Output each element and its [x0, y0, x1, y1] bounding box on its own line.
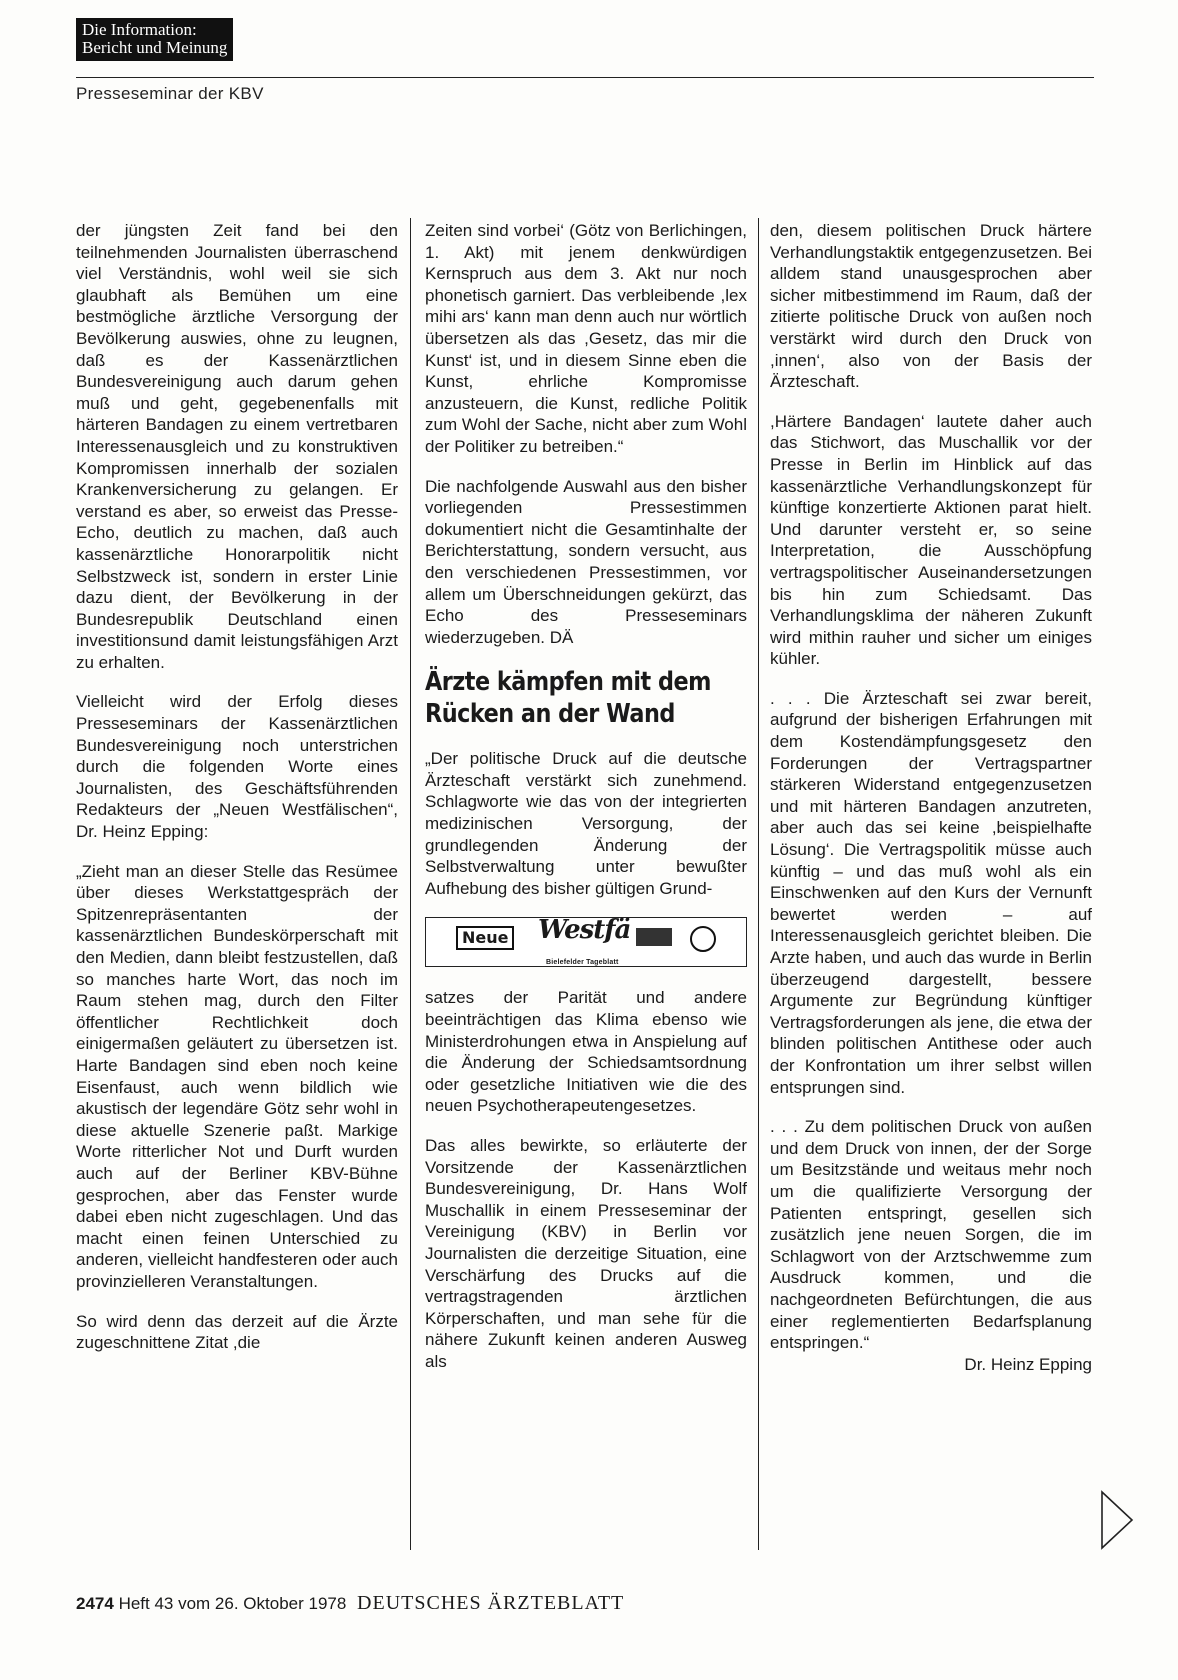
paragraph-text: . . . Zu dem politischen Druck von außen und dem Druck von innen, der der Sorge um Besitzstände und weitaus mehr noch um die qualifizierte Versorgung der Patienten entspringt, gesellen sich zusätzlich jene neuen Sorgen, die im Schlagwort von der Arztschwemme zum Ausdruck kommen, und die nachgeordneten Befürchtungen, die aus einer reglementierten Bedarfsplanung entspringen.“ — [770, 1117, 1092, 1353]
logo-neue-label: Neue — [456, 926, 514, 950]
continue-arrow-icon — [1100, 1490, 1134, 1550]
magazine-title: DEUTSCHES ÄRZTEBLATT — [357, 1592, 625, 1614]
column-2 — [425, 220, 747, 1391]
kicker-label — [76, 18, 233, 61]
author-name: Dr. Heinz Epping — [964, 1354, 1092, 1374]
column-1 — [76, 220, 398, 1372]
column-3 — [770, 220, 1092, 1375]
quote-paragraph: „Zieht man an dieser Stelle das Resümee über dieses Werkstattgespräch der Spitzenrepräsentanten der kassenärztlichen Bundeskörperschaft mit den Medien, dann bleibt festzustellen, daß so manches harte Wort, das noch im Raum stehen mag, durch den Filter öffentlicher Rechtlichkeit doch einigermaßen geläutert zu übersetzen ist. Harte Bandagen sind eben noch keine Eisenfaust, auch wenn bildlich wie akustisch der legendäre Götz sehr wohl in diese aktuelle Szenerie paßt. Markige Worte ritterlicher Not und Durft wurden auch auf der Berliner KBV-Bühne gesprochen, aber das Fenster wurde dabei eben nicht zugeschlagen. Und das macht einen feinen Unterschied zu anderen, vielleicht handfesteren oder auch provinzielleren Veranstaltungen. — [76, 861, 398, 1291]
paragraph: So wird denn das derzeit auf die Ärzte zugeschnittene Zitat ,die — [76, 1311, 398, 1353]
page-footer — [76, 1592, 624, 1615]
author-initials: DÄ — [549, 627, 574, 647]
column-divider-2 — [758, 218, 759, 1550]
kicker-line-1: Die Information: — [82, 20, 197, 39]
newspaper-logo — [425, 917, 747, 967]
paragraph: Vielleicht wird der Erfolg dieses Presseseminars der Kassenärztlichen Bundesvereinigung noch unterstrichen durch die folgenden Worte eines Journalisten, des Geschäftsführenden Redakteurs der „Neuen Westfälischen“, Dr. Heinz Epping: — [76, 692, 398, 842]
kicker-line-2: Bericht und Meinung — [82, 38, 228, 57]
issue-info: Heft 43 vom 26. Oktober 1978 — [118, 1594, 347, 1613]
logo-title: Westfä — [538, 915, 631, 946]
paragraph: der jüngsten Zeit fand bei den teilnehmenden Journalisten überraschend viel Verständnis, wohl weil sie sich glaubhaft als Bemühen um eine bestmögliche ärztliche Versorgung der Bevölkerung auswies, ohne zu leugnen, daß es der Kassenärztlichen Bundesvereinigung auch darum gehen muß und geht, gegebenenfalls mit härteren Bandagen zu einem vertretbaren Interessenausgleich und zu konstruktiven Kompromissen innerhalb der sozialen Krankenversicherung zu gelangen. Er verstand es aber, so erweist das Presse-Echo, deutlich zu machen, daß auch kassenärztliche Honorarpolitik nicht Selbstzweck ist, sondern in erster Linie dazu dient, der Bevölkerung in der Bundesrepublik Deutschland einen investitionsund damit leistungsfähigen Arzt zu erhalten. — [76, 221, 398, 672]
paragraph — [425, 476, 747, 649]
section-title: Presseseminar der KBV — [76, 84, 264, 103]
paragraph: ,Härtere Bandagen‘ lautete daher auch das Stichwort, das Muschallik vor der Presse in Berlin im Hinblick auf das kassenärztliche Verhandlungskonzept für künftige konzertierte Aktionen parat hielt. Und darunter versteht er, so seine Interpretation, die Ausschöpfung vertragspolitischer Auseinandersetzungen bis hin zum Schiedsamt. Das Verhandlungsklima der näheren Zukunft wird mithin rauher und sicher um einiges kühler. — [770, 411, 1092, 669]
paragraph: satzes der Parität und andere beeinträchtigen das Klima ebenso wie Ministerdrohungen etwa in Anspielung auf die Änderung der Schiedsamtsordnung oder gesetzliche Initiativen wie die des neuen Psychotherapeutengesetzes. — [425, 988, 747, 1116]
header-rule — [76, 77, 1094, 78]
logo-emblem-icon — [690, 926, 716, 952]
column-divider-1 — [410, 218, 411, 1550]
paragraph: den, diesem politischen Druck härtere Verhandlungstaktik entgegenzusetzen. Bei alldem stand unausgesprochen aber sicher mitbestimmend im Raum, daß der zitierte politische Druck von außen noch verstärkt wird durch den Druck von ,innen‘, also von der Basis der Ärzteschaft. — [770, 221, 1092, 392]
quote-paragraph — [770, 1116, 1092, 1354]
article-headline: Ärzte kämpfen mit dem Rücken an der Wand — [425, 667, 711, 730]
logo-stamp-icon — [636, 928, 672, 946]
quote-paragraph: „Der politische Druck auf die deutsche Ärzteschaft verstärkt sich zunehmend. Schlagworte wie das von der integrierten medizinischen Versorgung, der grundlegenden Änderung der Selbstverwaltung unter bewußter Aufhebung des bisher gültigen Grund- — [425, 749, 747, 898]
quote-paragraph: . . . Die Ärzteschaft sei zwar bereit, aufgrund der bisherigen Erfahrungen mit dem Kostendämpfungsgesetz den Forderungen der Vertragspartner stärkeren Widerstand entgegenzusetzen und mit härteren Bandagen anzutreten, aber auch das sei keine ,beispielhafte Lösung‘. Die Vertragspolitik müsse auch künftig – und das muß wohl als ein Einschwenken auf den Kurs der Vernunft bewertet werden – auf Interessenausgleich gerichtet bleiben. Die Arzte haben, und auch das wurde in Berlin überzeugend dargestellt, bessere Argumente zur Begründung künftiger Vertragsforderungen als jene, die etwa der blinden politischen Antithese oder auch der Konfrontation um ihrer selbst willen entsprungen sind. — [770, 688, 1092, 1097]
byline — [770, 1354, 1092, 1376]
quote-paragraph: Zeiten sind vorbei‘ (Götz von Berlichingen, 1. Akt) mit jenem denkwürdigen Kernspruch aus dem 3. Akt nur noch phonetisch garniert. Das verbleibende ,lex mihi ars‘ kann man denn auch nur wörtlich übersetzen als das ,Gesetz, das mir die Kunst‘ ist, und in diesem Sinne eben die Kunst, ehrliche Kompromisse anzusteuern, die Kunst, redliche Politik zum Wohl der Sache, nicht aber zum Wohl der Politiker zu betreiben.“ — [425, 221, 747, 456]
paragraph-text: Die nachfolgende Auswahl aus den bisher vorliegenden Pressestimmen dokumentiert nicht die Gesamtinhalte der Berichterstattung, sondern versucht, aus den verschiedenen Pressestimmen, vor allem um Überschneidungen gekürzt, das Echo des Presseseminars wiederzugeben. — [425, 476, 747, 647]
page-number: 2474 — [76, 1594, 114, 1613]
logo-subtitle: Bielefelder Tageblatt — [546, 959, 619, 967]
paragraph: Das alles bewirkte, so erläuterte der Vorsitzende der Kassenärztlichen Bundesvereinigung, Dr. Hans Wolf Muschallik in einem Presseseminar der Vereinigung (KBV) in Berlin vor Journalisten die derzeitige Situation, eine Verschärfung des Drucks auf die vertragstragenden ärztlichen Körperschaften, und man sehe für die nähere Zukunft keinen anderen Ausweg als — [425, 1136, 747, 1371]
